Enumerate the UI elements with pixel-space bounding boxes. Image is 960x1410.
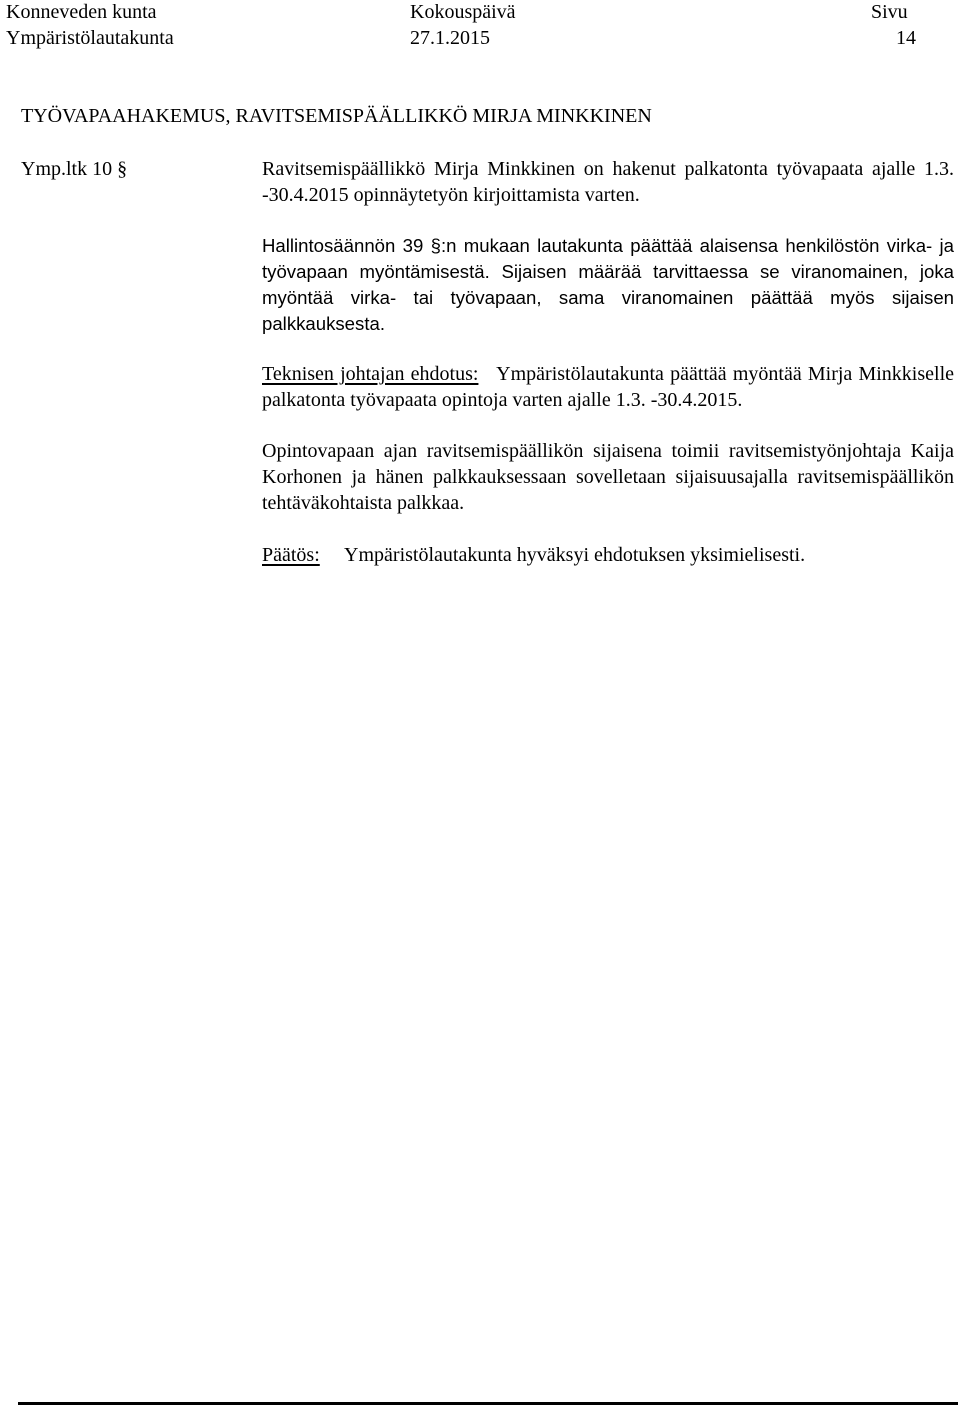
footer-divider (18, 1402, 958, 1405)
paragraph-regulation: Hallintosäännön 39 §:n mukaan lautakunta päättää alaisensa henkilöstön virka- ja työvapaan myöntämisestä. Sijaisen määrää tarvittaessa se viranomainen, joka myöntää virka- tai työvapaan, sama viranomainen päättää myös sijaisen palkkauksesta. (262, 235, 954, 334)
page-label: Sivu (871, 1, 908, 23)
decision-paragraph (262, 542, 954, 568)
decision-text: Ympäristölautakunta hyväksyi ehdotuksen yksimielisesti. (344, 544, 806, 566)
paragraph-substitute: Opintovapaan ajan ravitsemispäällikön sijaisena toimii ravitsemistyönjohtaja Kaija Korhonen ja hänen palkkauksessaan sovelletaan sijaisuusajalla ravitsemispäällikön tehtäväkohtaista palkkaa. (262, 440, 954, 514)
proposal-text: Ympäristölautakunta päättää myöntää Mirja Minkkiselle palkatonta työvapaata opintoja varten ajalle 1.3. -30.4.2015. (262, 363, 954, 411)
proposal-label: Teknisen johtajan ehdotus: (262, 363, 479, 385)
section-label: Ymp.ltk 10 § (21, 158, 128, 180)
board-name: Ympäristölautakunta (6, 27, 174, 49)
meeting-date: 27.1.2015 (410, 27, 490, 49)
document-title: TYÖVAPAAHAKEMUS, RAVITSEMISPÄÄLLIKKÖ MIRJA MINKKINEN (21, 105, 652, 127)
meeting-date-label: Kokouspäivä (410, 1, 516, 23)
proposal-paragraph (262, 361, 954, 413)
page-number: 14 (896, 27, 916, 49)
municipality-name: Konneveden kunta (6, 1, 157, 23)
paragraph-application: Ravitsemispäällikkö Mirja Minkkinen on hakenut palkatonta työvapaata ajalle 1.3. -30.4.2015 opinnäytetyön kirjoittamista varten. (262, 158, 954, 206)
decision-label: Päätös: (262, 544, 320, 566)
